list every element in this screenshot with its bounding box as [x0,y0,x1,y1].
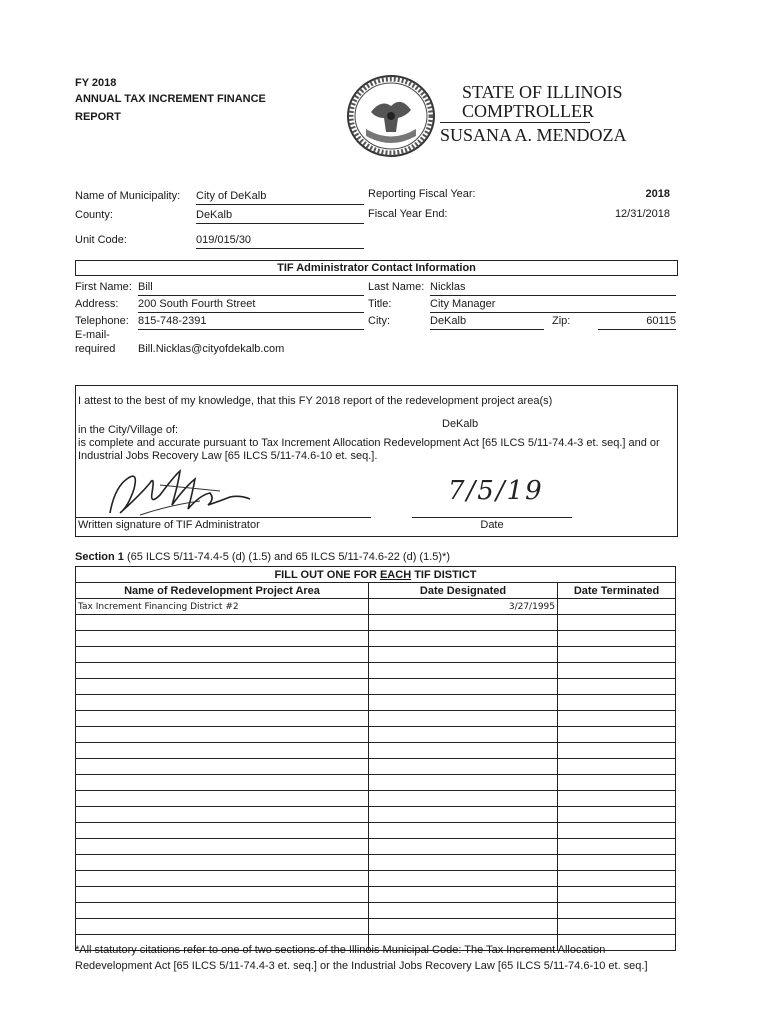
date-terminated-cell[interactable] [558,679,676,695]
handwritten-signature-icon [100,465,280,525]
table-row [76,663,676,679]
project-name-cell[interactable] [76,839,369,855]
date-terminated-cell[interactable] [558,631,676,647]
date-designated-cell[interactable] [369,759,558,775]
date-terminated-cell[interactable] [558,871,676,887]
section1-title-rest: (65 ILCS 5/11-74.4-5 (d) (1.5) and 65 ILCS 5/11-74.6-22 (d) (1.5)*) [123,551,450,563]
state-of-illinois: STATE OF ILLINOIS [462,82,623,102]
footnote-line1: *All statutory citations refer to one of two sections of the Illinois Municipal Code: The Tax Increment Allocation [75,944,606,956]
table-row [76,711,676,727]
table-row [76,839,676,855]
date-designated-cell[interactable] [369,791,558,807]
table-row [76,823,676,839]
zip-value: 60115 [646,315,676,327]
attest-city-value: DeKalb [442,418,479,430]
project-name-cell[interactable] [76,759,369,775]
city-label: City: [368,315,390,327]
date-designated-cell[interactable] [369,807,558,823]
project-name-cell[interactable] [76,791,369,807]
fill-out-banner: FILL OUT ONE FOR EACH TIF DISTICT [76,567,676,583]
table-row [76,743,676,759]
project-name-cell[interactable] [76,647,369,663]
title-field [430,298,676,313]
table-row [76,759,676,775]
telephone-label: Telephone: [75,315,129,327]
email-label-line1: E-mail- [75,329,110,341]
tif-district-table [75,566,676,951]
attest-city-label: in the City/Village of: [78,424,179,436]
project-name-cell[interactable] [76,679,369,695]
project-name-cell[interactable] [76,919,369,935]
handwritten-date: 7/5/19 [448,476,544,506]
zip-field [598,315,676,330]
date-designated-cell[interactable] [369,727,558,743]
title-label: Title: [368,298,392,310]
address-label: Address: [75,298,119,310]
project-name-cell[interactable] [76,887,369,903]
date-terminated-cell[interactable] [558,711,676,727]
signature-line [75,517,371,518]
illinois-state-seal-icon [346,74,436,158]
date-terminated-cell[interactable] [558,727,676,743]
last-name-field [430,281,676,296]
telephone-field [138,315,364,330]
county-label: County: [75,209,113,221]
date-terminated-cell[interactable] [558,791,676,807]
date-terminated-cell[interactable] [558,839,676,855]
date-terminated-cell[interactable] [558,695,676,711]
project-name-cell[interactable] [76,663,369,679]
comptroller-name: SUSANA A. MENDOZA [440,125,627,145]
table-row [76,919,676,935]
section1-heading [75,551,450,563]
address-field [138,298,364,313]
municipality-name-field [196,190,364,205]
date-designated-cell[interactable] [369,679,558,695]
date-designated-cell[interactable] [369,903,558,919]
telephone-value: 815-748-2391 [138,315,207,327]
table-row [76,775,676,791]
fiscal-year-end-value: 12/31/2018 [614,208,670,220]
date-terminated-cell[interactable] [558,663,676,679]
table-row [76,615,676,631]
column-header-project-name: Name of Redevelopment Project Area [76,583,369,599]
contact-info-title: TIF Administrator Contact Information [277,262,476,274]
date-designated-cell[interactable] [369,743,558,759]
date-terminated-cell[interactable] [558,807,676,823]
fiscal-year-title: FY 2018 [75,77,117,89]
project-name-cell[interactable] [76,807,369,823]
email-label-line2: required [75,343,116,355]
date-designated-cell[interactable] [369,887,558,903]
table-row [76,695,676,711]
attest-line3: is complete and accurate pursuant to Tax Increment Allocation Redevelopment Act [65 ILCS 5/11-74.4-3 et. seq.] and or [78,437,660,449]
fiscal-year-end-label: Fiscal Year End: [368,208,448,220]
contact-info-box [75,260,678,276]
project-name-cell[interactable]: Tax Increment Financing District #2 [76,599,369,615]
date-designated-cell[interactable]: 3/27/1995 [369,599,558,615]
date-designated-cell[interactable] [369,615,558,631]
last-name-label: Last Name: [368,281,425,293]
project-name-cell[interactable] [76,631,369,647]
date-terminated-cell[interactable] [558,887,676,903]
date-designated-cell[interactable] [369,855,558,871]
comptroller-title: COMPTROLLER [462,101,595,121]
title-value: City Manager [430,298,496,310]
project-name-cell[interactable] [76,903,369,919]
first-name-label: First Name: [75,281,132,293]
project-name-cell[interactable] [76,711,369,727]
table-row [76,727,676,743]
date-terminated-cell[interactable] [558,855,676,871]
attest-line4: Industrial Jobs Recovery Law [65 ILCS 5/11-74.6-10 et. seq.]. [78,450,378,462]
table-row [76,807,676,823]
date-designated-cell[interactable] [369,871,558,887]
zip-label: Zip: [552,315,571,327]
column-header-date-designated: Date Designated [369,583,558,599]
date-terminated-cell[interactable] [558,759,676,775]
unit-code-value: 019/015/30 [196,234,252,246]
date-label: Date [480,519,504,531]
address-value: 200 South Fourth Street [138,298,256,310]
date-terminated-cell[interactable] [558,599,676,615]
table-row [76,631,676,647]
date-designated-cell[interactable] [369,919,558,935]
date-terminated-cell[interactable] [558,823,676,839]
project-name-cell[interactable] [76,855,369,871]
city-value: DeKalb [430,315,467,327]
project-name-cell[interactable] [76,727,369,743]
project-name-cell[interactable] [76,743,369,759]
date-designated-cell[interactable] [369,839,558,855]
table-row [76,679,676,695]
table-row [76,871,676,887]
unit-code-field [196,234,364,249]
project-name-cell[interactable] [76,695,369,711]
municipality-name-value: City of DeKalb [196,190,267,202]
date-designated-cell[interactable] [369,775,558,791]
date-designated-cell[interactable] [369,695,558,711]
signature-label: Written signature of TIF Administrator [78,519,260,531]
table-row [76,887,676,903]
date-designated-cell[interactable] [369,823,558,839]
date-terminated-cell[interactable] [558,903,676,919]
last-name-value: Nicklas [430,281,466,293]
column-header-date-terminated: Date Terminated [558,583,676,599]
first-name-field [138,281,364,296]
date-terminated-cell[interactable] [558,775,676,791]
municipality-name-label: Name of Municipality: [75,190,181,202]
project-name-cell[interactable] [76,775,369,791]
date-designated-cell[interactable] [369,663,558,679]
date-line [412,517,572,518]
attest-line1: I attest to the best of my knowledge, that this FY 2018 report of the redevelopment project area(s) [78,395,553,407]
section1-title-bold: Section 1 [75,551,124,563]
footnote-line2: Redevelopment Act [65 ILCS 5/11-74.4-3 et. seq.] or the Industrial Jobs Recovery Law [65 ILCS 5/11-74.6-10 et. seq.] [75,960,648,972]
table-row [76,647,676,663]
email-value: Bill.Nicklas@cityofdekalb.com [138,343,285,355]
project-name-cell[interactable] [76,871,369,887]
reporting-fiscal-year-value: 2018 [645,188,670,200]
date-terminated-cell[interactable] [558,647,676,663]
report-title-line2: REPORT [75,111,121,123]
header-divider [440,122,590,123]
date-terminated-cell[interactable] [558,615,676,631]
date-designated-cell[interactable] [369,711,558,727]
date-designated-cell[interactable] [369,631,558,647]
county-field [196,209,364,224]
county-value: DeKalb [196,209,233,221]
table-row [76,791,676,807]
city-field [430,315,544,330]
table-row [76,599,676,615]
project-name-cell[interactable] [76,615,369,631]
date-designated-cell[interactable] [369,647,558,663]
unit-code-label: Unit Code: [75,234,127,246]
first-name-value: Bill [138,281,153,293]
date-terminated-cell[interactable] [558,919,676,935]
table-row [76,903,676,919]
table-row [76,855,676,871]
project-name-cell[interactable] [76,823,369,839]
report-title-line1: ANNUAL TAX INCREMENT FINANCE [75,93,266,105]
date-terminated-cell[interactable] [558,743,676,759]
reporting-fiscal-year-label: Reporting Fiscal Year: [368,188,476,200]
